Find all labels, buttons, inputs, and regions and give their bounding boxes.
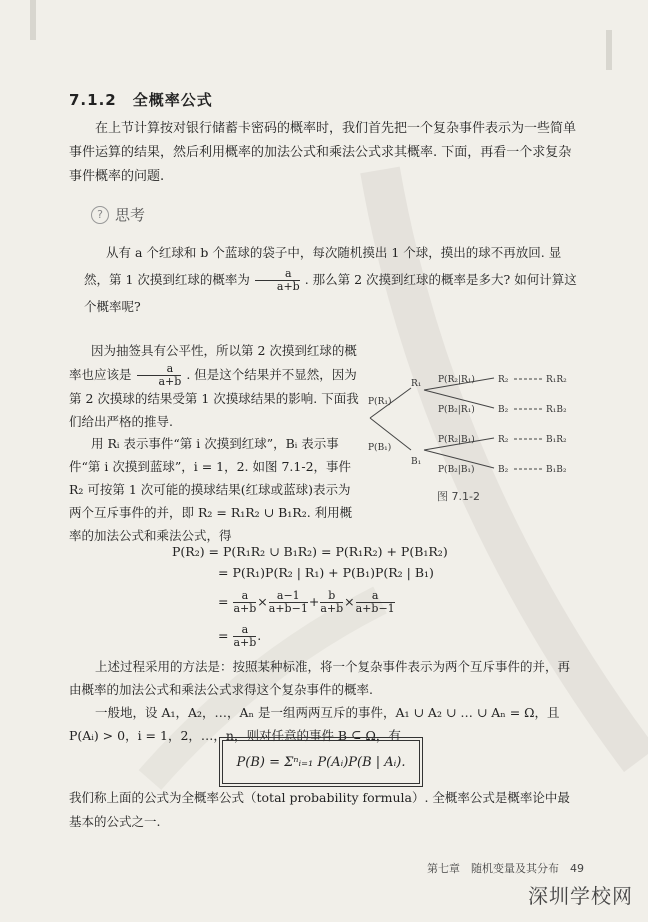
node-b2-b: B₂ (498, 465, 509, 475)
denominator: a+b−1 (355, 602, 395, 615)
formula-line-4: = $\frac{a}{a+b}$ . (218, 623, 262, 649)
fraction (320, 590, 343, 615)
formula-line-1: P(R₂) = P(R₁R₂ ∪ B₁R₂) = P(R₁R₂) + P(B₁R₂) (172, 544, 448, 559)
fraction (233, 590, 256, 615)
node-r1: R₁ (411, 379, 422, 389)
section-title: 7.1.2 全概率公式 (69, 91, 213, 109)
label-p-r2-b1: P(R₂|B₁) (438, 435, 475, 445)
numerator: b (320, 590, 343, 603)
page-footer: 第七章 随机变量及其分布 49 (427, 862, 584, 875)
denominator: a+b (276, 280, 300, 293)
label-p-r2-r1: P(R₂|R₁) (438, 375, 475, 385)
label-p-r1: P(R₁) (368, 397, 392, 407)
figure-caption: 图 7.1-2 (437, 490, 480, 503)
denominator: a+b (158, 374, 182, 388)
equals-sign: = (218, 594, 229, 609)
explain-c: 用 Rᵢ 表示事件“第 i 次摸到红球”，Bᵢ 表示事件“第 i 次摸到蓝球”，i = 1，2. 如图 7.1-2，事件 R₂ 可按第 1 次可能的摸球结果(红球或蓝球)表示为两个互斥事件的并，即 R₂ = R₁R₂ ∪ B₁R₂. 利用概率的加法公式和乘法公式，得 (69, 436, 353, 543)
probability-tree-diagram (366, 370, 576, 490)
numerator: a (137, 363, 182, 376)
denominator: a+b (320, 602, 344, 615)
total-probability-formula-box: P(B) = Σⁿᵢ₌₁ P(Aᵢ)P(B | Aᵢ). (222, 740, 420, 784)
label-p-b2-r1: P(B₂|R₁) (438, 405, 475, 415)
node-b2-a: B₂ (498, 405, 509, 415)
fraction (233, 624, 256, 649)
explain-a: 因为抽签具有公平性，所以第 2 次摸到红球的概率也应该是 (69, 343, 357, 382)
fraction (137, 363, 182, 388)
numerator: a (233, 624, 256, 637)
conclusion-paragraph: 我们称上面的公式为全概率公式（total probability formula）. 全概率公式是概率论中最基本的公式之一. (69, 790, 570, 829)
numerator: a−1 (269, 590, 308, 603)
fraction (269, 590, 308, 615)
label-p-b2-b1: P(B₂|B₁) (438, 465, 475, 475)
outcome-b1r2: B₁R₂ (546, 435, 567, 445)
think-text-b: . 那么第 2 次摸到红球的概率是多大? 如何计算这个概率呢? (84, 272, 577, 314)
think-text-a: 从有 a 个红球和 b 个蓝球的袋子中，每次随机摸出 1 个球，摸出的球不再放回. 显然，第 1 次摸到红球的概率为 (84, 245, 562, 287)
label-p-b1: P(B₁) (368, 443, 392, 453)
fraction (255, 268, 300, 293)
outcome-b1b2: B₁B₂ (546, 465, 567, 475)
watermark: 深圳学校网 (528, 884, 633, 908)
think-label: 思考 (115, 206, 146, 224)
think-paragraph (84, 239, 584, 320)
node-b1: B₁ (411, 457, 422, 467)
formula-line-3: = $\frac{a}{a+b}$ × $\frac{a-1}{a+b-1}$ + $\frac{b}{a+b}$ × $\frac{a}{a+b-1}$ (218, 589, 395, 615)
question-icon: ? (91, 206, 109, 224)
fraction (356, 590, 395, 615)
denominator: a+b (233, 636, 257, 649)
formula-line-2: = P(R₁)P(R₂ | R₁) + P(B₁)P(R₂ | B₁) (218, 565, 434, 580)
numerator: a (233, 590, 256, 603)
intro-paragraph: 在上节计算按对银行储蓄卡密码的概率时，我们首先把一个复杂事件表示为一些简单事件运算的结果，然后利用概率的加法公式和乘法公式求其概率. 下面，再看一个求复杂事件概率的问题. (69, 121, 577, 184)
explain-b: . 但是这个结果并不显然，因为第 2 次摸球的结果受第 1 次摸球结果的影响. 下面我们给出严格的推导. (69, 366, 359, 429)
think-heading (91, 204, 145, 225)
equals-sign: = (218, 628, 229, 643)
explanation-paragraph (69, 340, 359, 547)
outcome-r1b2: R₁B₂ (546, 405, 567, 415)
numerator: a (356, 590, 395, 603)
general-paragraph: 一般地，设 A₁，A₂，…，Aₙ 是一组两两互斥的事件，A₁ ∪ A₂ ∪ … ∪ Aₙ = Ω，且 P(Aᵢ) > 0，i = 1，2，…，n，则对任意的事件 B ⊆ Ω，有 (69, 705, 560, 743)
method-paragraph: 上述过程采用的方法是：按照某种标准，将一个复杂事件表示为两个互斥事件的并，再由概率的加法公式和乘法公式求得这个复杂事件的概率. (69, 659, 571, 697)
denominator: a+b (233, 602, 257, 615)
node-r2-a: R₂ (498, 375, 509, 385)
outcome-r1r2: R₁R₂ (546, 375, 567, 385)
denominator: a+b−1 (268, 602, 308, 615)
node-r2-b: R₂ (498, 435, 509, 445)
numerator: a (255, 268, 300, 281)
